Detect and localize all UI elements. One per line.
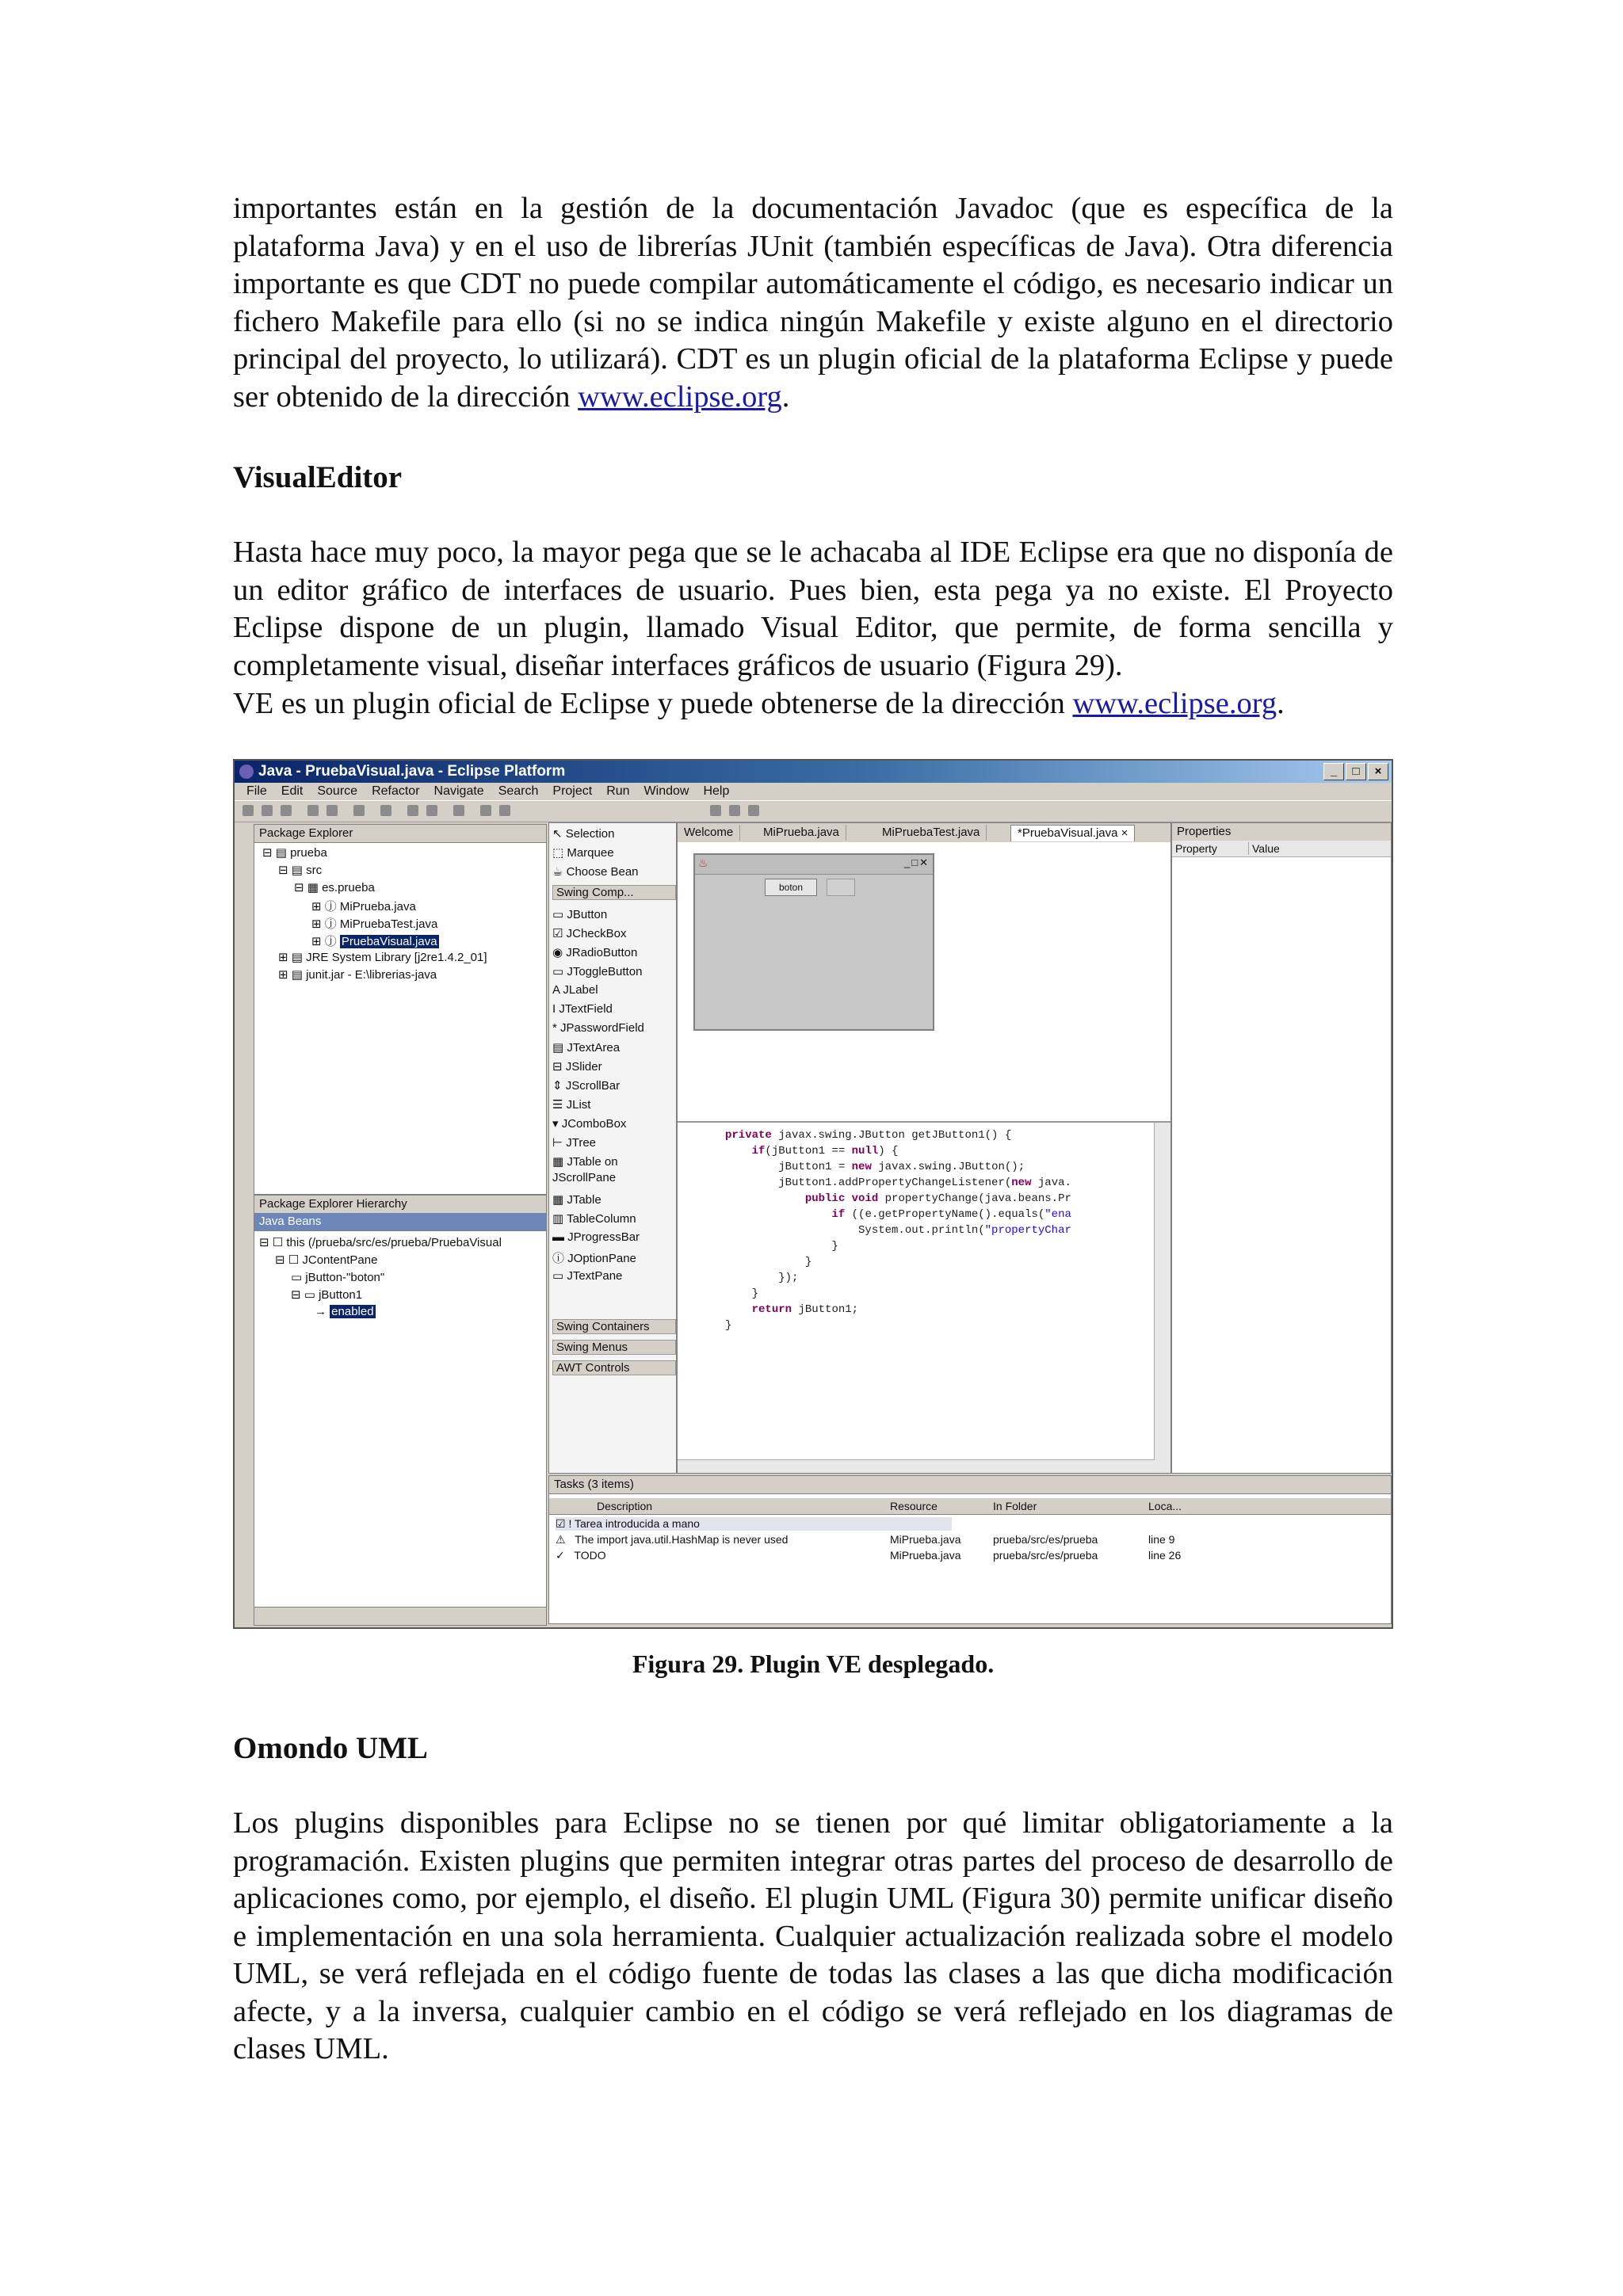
eclipse-link-1[interactable]: www.eclipse.org: [578, 379, 782, 414]
debug-icon[interactable]: [307, 805, 319, 816]
tree-item[interactable]: ⊟ ▤ prueba: [262, 846, 327, 860]
table-row[interactable]: ✓ TODO: [556, 1549, 606, 1562]
task-col-resource[interactable]: Resource: [890, 1500, 938, 1512]
editor-tabs: [678, 823, 1170, 843]
palette-item[interactable]: ☑ JCheckBox: [552, 927, 627, 940]
menu-navigate[interactable]: Navigate: [433, 784, 484, 798]
palette-item[interactable]: ⬚ Marquee: [552, 846, 614, 860]
jframe-window-buttons: _□✕: [904, 856, 930, 868]
new-icon[interactable]: [242, 805, 254, 816]
run-icon[interactable]: [327, 805, 338, 816]
paragraph-3: Los plugins disponibles para Eclipse no se tienen por qué limitar obligatoriamente a la programación. Existen plugins que permiten integrar otras partes del proceso de desarrollo de aplicaciones como, por ejemplo, el diseño. El plugin UML (Figura 30) permite unificar diseño e implementación en una sola herramienta. Cualquier actualización realizada sobre el modelo UML, se verá reflejada en el código fuente de todas las clases a las que dicha modificación afecte, y a la inversa, cualquier cambio en el código se verá reflejado en los diagramas de clases UML.: [233, 1806, 1393, 2065]
bean-item[interactable]: → enabled: [315, 1305, 374, 1318]
palette-item[interactable]: ▭ JButton: [552, 908, 608, 921]
tasks-title: Tasks (3 items): [549, 1476, 1391, 1494]
layout-icon[interactable]: [748, 805, 759, 816]
save-icon[interactable]: [262, 805, 273, 816]
task-col-folder[interactable]: In Folder: [993, 1500, 1037, 1512]
bean-item[interactable]: ⊟ ☐ this (/prueba/src/es/prueba/PruebaVisual: [259, 1236, 502, 1249]
eclipse-screenshot: [233, 759, 1393, 1629]
figure-caption: Figura 29. Plugin VE desplegado.: [632, 1650, 995, 1678]
palette-drawer[interactable]: Swing Menus: [552, 1340, 676, 1355]
task-folder: prueba/src/es/prueba: [993, 1549, 1098, 1562]
eclipse-menubar: [235, 783, 1392, 800]
paragraph-1: importantes están en la gestión de la documentación Javadoc (que es específica de la plataforma Java) y en el uso de librerías JUnit (también específicas de Java). Otra diferencia importante es que CDT no puede compilar automáticamente el código, es necesario indicar un fichero Makefile para ello (si no se indica ningún Makefile y existe alguno en el directorio principal del proyecto, lo utilizará). CDT es un plugin oficial de la plataforma Eclipse y puede ser obtenido de la dirección www.eclipse.org.: [233, 192, 1393, 414]
tab-mipruebatest[interactable]: MiPruebaTest.java: [876, 825, 987, 841]
menu-refactor[interactable]: Refactor: [372, 784, 420, 798]
task-location: line 9: [1148, 1533, 1175, 1546]
palette-drawer[interactable]: Swing Comp...: [552, 885, 676, 900]
next-annotation-icon[interactable]: [480, 805, 491, 816]
task-col-location[interactable]: Loca...: [1148, 1500, 1182, 1512]
palette-item[interactable]: ☰ JList: [552, 1098, 591, 1112]
paragraph-2b: VE es un plugin oficial de Eclipse y puede obtenerse de la dirección www.eclipse.org.: [233, 687, 1285, 720]
palette-item[interactable]: ⇕ JScrollBar: [552, 1079, 621, 1093]
prev-annotation-icon[interactable]: [499, 805, 510, 816]
print-icon[interactable]: [281, 805, 292, 816]
heading-omondo: Omondo UML: [233, 1731, 428, 1765]
code-line: if(jButton1 == null) {: [751, 1145, 899, 1158]
task-resource: MiPrueba.java: [890, 1533, 961, 1546]
perspective-bar: [235, 822, 252, 1624]
new-class-icon[interactable]: [353, 805, 365, 816]
menu-file[interactable]: File: [246, 784, 267, 798]
tree-item[interactable]: ⊞ ⓙ MiPrueba.java: [311, 900, 416, 913]
palette-item[interactable]: I JTextField: [552, 1002, 613, 1016]
menu-window[interactable]: Window: [643, 784, 689, 798]
boton-button[interactable]: boton: [765, 879, 817, 896]
task-resource: MiPrueba.java: [890, 1549, 961, 1562]
search-icon[interactable]: [380, 805, 391, 816]
code-line: public void propertyChange(java.beans.Pr: [804, 1192, 1071, 1205]
palette-item[interactable]: * JPasswordField: [552, 1021, 644, 1035]
tab-pruebavisual[interactable]: *PruebaVisual.java ×: [1010, 825, 1135, 841]
code-editor[interactable]: [678, 1121, 1170, 1474]
distribute-icon[interactable]: [729, 805, 740, 816]
jframe-titlebar: [695, 855, 933, 875]
code-line: System.out.println("propertyChar: [725, 1224, 1071, 1237]
bean-item[interactable]: ⊟ ▭ jButton1: [291, 1288, 363, 1302]
tree-item[interactable]: ⊞ ▤ junit.jar - E:\librerias-java: [278, 968, 437, 982]
properties-title: Properties: [1172, 823, 1391, 841]
jframe-preview[interactable]: [693, 853, 934, 1031]
tree-item[interactable]: ⊞ ▤ JRE System Library [j2re1.4.2_01]: [278, 951, 487, 964]
jbutton1[interactable]: [827, 879, 855, 896]
palette-item[interactable]: ▭ JTextPane: [552, 1269, 623, 1283]
palette-item[interactable]: ⊟ JSlider: [552, 1060, 602, 1074]
java-beans-panel: [254, 1195, 547, 1626]
palette-item[interactable]: ⓘ JOptionPane: [552, 1252, 636, 1265]
heading-visualeditor: VisualEditor: [233, 460, 403, 494]
menu-search[interactable]: Search: [498, 784, 539, 798]
palette-item[interactable]: ▦ JTable on JScrollPane: [552, 1155, 618, 1184]
eclipse-toolbar: [235, 800, 1392, 822]
palette-item[interactable]: ☕ Choose Bean: [552, 865, 639, 879]
eclipse-titlebar: [235, 761, 1392, 783]
java-icon: ♨: [698, 856, 708, 869]
palette-item[interactable]: ↖ Selection: [552, 827, 615, 841]
palette-panel: [548, 822, 677, 1474]
properties-header: [1172, 841, 1391, 857]
code-line: private javax.swing.JButton getJButton1() {: [725, 1129, 1012, 1142]
menu-run[interactable]: Run: [606, 784, 630, 798]
palette-drawer[interactable]: Swing Containers: [552, 1319, 676, 1334]
close-icon[interactable]: ×: [1368, 763, 1388, 780]
code-line: }: [725, 1256, 812, 1268]
eclipse-link-2[interactable]: www.eclipse.org: [1072, 687, 1277, 720]
tab-welcome[interactable]: Welcome: [678, 825, 740, 841]
vertical-scrollbar[interactable]: [1154, 1123, 1170, 1474]
menu-help[interactable]: Help: [703, 784, 730, 798]
code-line: }: [725, 1319, 732, 1332]
code-line: return jButton1;: [751, 1303, 859, 1316]
window-buttons: [1323, 763, 1388, 780]
code-line: });: [725, 1272, 799, 1284]
tree-item[interactable]: ⊟ ▤ src: [278, 864, 323, 877]
forward-icon[interactable]: [426, 805, 437, 816]
package-explorer-title: Package Explorer: [254, 825, 546, 843]
value-column[interactable]: Value: [1248, 842, 1280, 855]
back-icon[interactable]: [407, 805, 418, 816]
align-icon[interactable]: [710, 805, 721, 816]
minimize-icon[interactable]: _: [1323, 763, 1344, 780]
design-canvas[interactable]: [678, 842, 1170, 1121]
menu-source[interactable]: Source: [317, 784, 358, 798]
palette-item[interactable]: ◉ JRadioButton: [552, 946, 638, 959]
maximize-icon[interactable]: □: [1346, 763, 1366, 780]
palette-item[interactable]: ▭ JToggleButton: [552, 965, 643, 978]
palette-item[interactable]: A JLabel: [552, 983, 598, 997]
paragraph-2: Hasta hace muy poco, la mayor pega que se le achacaba al IDE Eclipse era que no disponía de un editor gráfico de interfaces de usuario. Pues bien, esta pega ya no existe. El Proyecto Eclipse dispone de un plugin, llamado Visual Editor, que permite, de forma sencilla y completamente visual, diseñar interfaces gráficos de usuario (Figura 29).: [233, 536, 1393, 682]
eclipse-icon: [239, 765, 254, 779]
palette-item[interactable]: ▤ JTextArea: [552, 1041, 621, 1055]
bean-item[interactable]: ⊟ ☐ JContentPane: [275, 1253, 378, 1267]
tasks-header: [549, 1498, 1391, 1515]
task-location: line 26: [1148, 1549, 1182, 1562]
property-column[interactable]: Property: [1175, 842, 1217, 855]
lower-tabs[interactable]: Package Explorer Hierarchy: [254, 1196, 546, 1214]
palette-item[interactable]: ▦ JTable: [552, 1193, 601, 1207]
task-folder: prueba/src/es/prueba: [993, 1533, 1098, 1546]
palette-item[interactable]: ▥ TableColumn: [552, 1212, 636, 1226]
package-explorer-panel: [254, 824, 547, 1195]
tree-item[interactable]: ⊞ ⓙ MiPruebaTest.java: [311, 917, 438, 931]
palette-item[interactable]: ⊢ JTree: [552, 1136, 597, 1150]
code-line: jButton1.addPropertyChangeListener(new java.: [725, 1177, 1071, 1189]
code-line: jButton1 = new javax.swing.JButton();: [725, 1161, 1025, 1173]
tasks-panel: [548, 1475, 1392, 1624]
table-row[interactable]: ☑ ! Tarea introducida a mano: [556, 1517, 952, 1531]
palette-drawer[interactable]: AWT Controls: [552, 1360, 676, 1375]
code-line: }: [725, 1287, 759, 1300]
code-line: }: [725, 1240, 838, 1253]
java-beans-title: Java Beans: [254, 1213, 546, 1231]
horizontal-scrollbar[interactable]: [254, 1607, 546, 1625]
tab-miprueba[interactable]: MiPrueba.java: [757, 825, 846, 841]
menu-edit[interactable]: Edit: [281, 784, 304, 798]
table-row[interactable]: ⚠ The import java.util.HashMap is never used: [556, 1533, 789, 1546]
task-col-description[interactable]: Description: [597, 1500, 653, 1512]
palette-item[interactable]: ▾ JComboBox: [552, 1117, 627, 1131]
tree-item[interactable]: ⊟ ▦ es.prueba: [294, 881, 375, 894]
horizontal-scrollbar[interactable]: [678, 1459, 1155, 1474]
palette-item[interactable]: ▬ JProgressBar: [552, 1230, 640, 1244]
menu-project[interactable]: Project: [552, 784, 593, 798]
editor-area: [677, 822, 1171, 1474]
tree-item[interactable]: ⊞ ⓙ PruebaVisual.java: [311, 935, 437, 948]
properties-panel: [1171, 822, 1392, 1474]
code-line: if ((e.getPropertyName().equals("ena: [831, 1208, 1071, 1221]
open-type-icon[interactable]: [453, 805, 464, 816]
bean-item[interactable]: ▭ jButton-"boton": [291, 1271, 385, 1284]
eclipse-title: Java - PruebaVisual.java - Eclipse Platform: [258, 763, 566, 780]
